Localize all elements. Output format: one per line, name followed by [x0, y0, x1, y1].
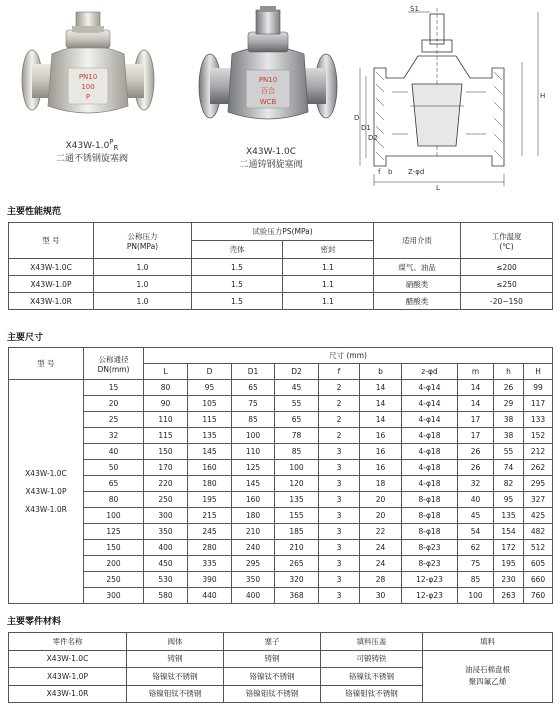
- dim-col-header: m: [458, 364, 494, 380]
- dim-cell: 110: [144, 412, 188, 428]
- table-row: [9, 476, 553, 492]
- dim-col-header: z-φd: [402, 364, 458, 380]
- dim-cell: 133: [524, 412, 553, 428]
- valve-plate-material-2: WCB: [259, 98, 277, 106]
- valve-plate-brand: 百合: [261, 87, 275, 95]
- dim-cell: 3: [319, 492, 360, 508]
- header-seal: 密封: [283, 241, 374, 259]
- dim-cell: 40: [84, 444, 144, 460]
- dim-cell: 180: [232, 508, 275, 524]
- dim-cell: 160: [232, 492, 275, 508]
- dim-cell: 605: [524, 556, 553, 572]
- left-valve-model-sup: P: [109, 138, 114, 146]
- dim-cell: 4-φ14: [402, 412, 458, 428]
- material-cell: 铬镍钛不锈钢: [224, 668, 321, 686]
- drawing-label-s1: S1: [410, 6, 419, 13]
- perf-cell: X43W-1.0P: [9, 276, 94, 293]
- table-row: [9, 588, 553, 604]
- dim-cell: 24: [360, 540, 402, 556]
- dim-cell: 180: [188, 476, 232, 492]
- dim-cell: 29: [494, 396, 524, 412]
- dim-cell: 14: [360, 396, 402, 412]
- dim-cell: 195: [494, 556, 524, 572]
- dim-cell: 212: [524, 444, 553, 460]
- cast-steel-plug-valve-image: [196, 6, 340, 132]
- performance-spec-table: [8, 222, 553, 310]
- dim-cell: 99: [524, 380, 553, 396]
- dim-cell: 220: [144, 476, 188, 492]
- table-row: [9, 556, 553, 572]
- perf-cell: -20~150: [461, 293, 553, 310]
- dim-cell: 125: [232, 460, 275, 476]
- dim-cell: 8-φ23: [402, 540, 458, 556]
- perf-cell: 醋酸类: [374, 293, 461, 310]
- dim-cell: 335: [188, 556, 232, 572]
- dim-cell: 170: [144, 460, 188, 476]
- drawing-label-b: b: [388, 168, 393, 176]
- drawing-label-d: D: [354, 114, 360, 122]
- dim-cell: 263: [494, 588, 524, 604]
- dim-cell: 38: [494, 428, 524, 444]
- dim-cell: 400: [232, 588, 275, 604]
- dim-cell: 45: [458, 508, 494, 524]
- dim-cell: 65: [84, 476, 144, 492]
- table-row: [9, 380, 553, 396]
- dim-cell: 4-φ14: [402, 380, 458, 396]
- dim-cell: 760: [524, 588, 553, 604]
- dim-cell: 55: [275, 396, 319, 412]
- dim-cell: 390: [188, 572, 232, 588]
- dim-cell: 295: [232, 556, 275, 572]
- dim-cell: 150: [144, 444, 188, 460]
- header-temp-unit: (℃): [499, 241, 514, 251]
- dim-cell: 20: [360, 508, 402, 524]
- perf-cell: ≤250: [461, 276, 553, 293]
- header-medium: 适用介质: [374, 223, 461, 259]
- dim-cell: 12-φ23: [402, 572, 458, 588]
- performance-spec-title: 主要性能规范: [7, 207, 62, 217]
- dim-cell: 8-φ18: [402, 492, 458, 508]
- dim-cell: 54: [458, 524, 494, 540]
- dim-cell: 295: [524, 476, 553, 492]
- material-cell: 铬镍钛不锈钢: [127, 668, 224, 686]
- middle-valve-model: X43W-1.0C: [246, 147, 296, 157]
- drawing-label-d2: D2: [368, 134, 378, 142]
- dim-col-header: b: [360, 364, 402, 380]
- dim-cell: 580: [144, 588, 188, 604]
- dim-cell: 18: [360, 476, 402, 492]
- material-cell: X43W-1.0R: [9, 685, 127, 703]
- dim-cell: 350: [144, 524, 188, 540]
- dim-cell: 150: [84, 540, 144, 556]
- dim-cell: 75: [232, 396, 275, 412]
- perf-cell: 1.0: [94, 293, 192, 310]
- dim-cell: 3: [319, 460, 360, 476]
- valve-plate-pn: PN10: [78, 73, 98, 81]
- dim-cell: 4-φ18: [402, 460, 458, 476]
- dim-header-dn: [84, 348, 144, 380]
- dim-cell: 250: [144, 492, 188, 508]
- dim-cell: 14: [458, 396, 494, 412]
- dim-cell: 14: [360, 380, 402, 396]
- dim-cell: 26: [494, 380, 524, 396]
- dim-cell: 120: [275, 476, 319, 492]
- dim-cell: 660: [524, 572, 553, 588]
- perf-cell: X43W-1.0C: [9, 259, 94, 276]
- table-row: [9, 650, 553, 668]
- dim-cell: 55: [494, 444, 524, 460]
- dim-col-header: H: [524, 364, 553, 380]
- packing-material: 油浸石棉盘根: [465, 665, 510, 675]
- dimensions-table: [8, 347, 553, 604]
- dim-col-header: D: [188, 364, 232, 380]
- dim-cell: 425: [524, 508, 553, 524]
- dim-col-header: h: [494, 364, 524, 380]
- dim-cell: 62: [458, 540, 494, 556]
- drawing-label-zd: Z-φd: [408, 168, 425, 176]
- dim-cell: 265: [275, 556, 319, 572]
- dim-cell: 262: [524, 460, 553, 476]
- material-header: 填料: [423, 633, 553, 651]
- dim-cell: 8-φ18: [402, 508, 458, 524]
- dim-header-dn-label: 公称通径: [98, 354, 129, 364]
- material-header: 塞子: [224, 633, 321, 651]
- dim-model-name: X43W-1.0P: [25, 486, 67, 496]
- dim-cell: 82: [494, 476, 524, 492]
- dim-col-header: L: [144, 364, 188, 380]
- dim-cell: 110: [232, 444, 275, 460]
- table-row: [9, 428, 553, 444]
- dim-cell: 135: [494, 508, 524, 524]
- dim-cell: 400: [144, 540, 188, 556]
- dim-cell: 200: [84, 556, 144, 572]
- dim-cell: 152: [524, 428, 553, 444]
- dim-cell: 65: [232, 380, 275, 396]
- perf-cell: 1.5: [192, 293, 283, 310]
- header-pn-unit: PN(MPa): [126, 241, 159, 251]
- table-row: [9, 508, 553, 524]
- header-pn: [94, 223, 192, 259]
- dim-cell: 26: [458, 460, 494, 476]
- material-cell: 铸钢: [127, 650, 224, 668]
- left-valve-model-sub: R: [113, 144, 119, 152]
- dim-cell: 240: [232, 540, 275, 556]
- dim-cell: 38: [494, 412, 524, 428]
- dim-cell: 85: [458, 572, 494, 588]
- dim-cell: 16: [360, 428, 402, 444]
- dim-cell: 4-φ14: [402, 396, 458, 412]
- dim-cell: 145: [232, 476, 275, 492]
- dim-cell: 20: [360, 492, 402, 508]
- table-row: [9, 396, 553, 412]
- table-row: [9, 276, 553, 293]
- dim-cell: 16: [360, 444, 402, 460]
- dim-cell: 75: [458, 556, 494, 572]
- table-row: [9, 259, 553, 276]
- dim-cell: 300: [84, 588, 144, 604]
- dim-cell: 3: [319, 508, 360, 524]
- dim-cell: 195: [188, 492, 232, 508]
- dim-cell: 4-φ18: [402, 428, 458, 444]
- packing-material: 聚四氟乙烯: [468, 677, 507, 687]
- dim-cell: 4-φ18: [402, 444, 458, 460]
- table-row: [9, 540, 553, 556]
- dim-cell: 172: [494, 540, 524, 556]
- dim-col-header: f: [319, 364, 360, 380]
- table-row: [9, 572, 553, 588]
- dim-cell: 215: [188, 508, 232, 524]
- dim-header-dims: 尺寸 (mm): [144, 348, 553, 364]
- dim-cell: 8-φ23: [402, 556, 458, 572]
- dim-cell: 530: [144, 572, 188, 588]
- table-row: [9, 293, 553, 310]
- dim-cell: 45: [275, 380, 319, 396]
- dim-cell: 2: [319, 396, 360, 412]
- dim-cell: 185: [275, 524, 319, 540]
- dim-cell: 320: [275, 572, 319, 588]
- dim-model-name: X43W-1.0C: [25, 468, 67, 478]
- dim-cell: 154: [494, 524, 524, 540]
- dim-cell: 2: [319, 380, 360, 396]
- table-row: [9, 412, 553, 428]
- dim-cell: 245: [188, 524, 232, 540]
- material-header: 填料压盖: [321, 633, 423, 651]
- perf-cell: 1.0: [94, 276, 192, 293]
- stainless-plug-valve-image: [18, 8, 158, 126]
- perf-cell: 煤气、油品: [374, 259, 461, 276]
- dim-model-cell: [9, 380, 84, 604]
- left-valve-name: 二通不锈钢旋塞阀: [55, 154, 128, 164]
- dim-cell: 2: [319, 412, 360, 428]
- dim-cell: 135: [188, 428, 232, 444]
- dim-cell: 22: [360, 524, 402, 540]
- perf-cell: 1.5: [192, 259, 283, 276]
- dim-cell: 85: [275, 444, 319, 460]
- table-row: [9, 492, 553, 508]
- header-temp-label: 工作温度: [491, 231, 522, 241]
- dim-cell: 280: [188, 540, 232, 556]
- dim-cell: 30: [360, 588, 402, 604]
- material-cell: 铬镍钼钛不锈钢: [321, 685, 423, 703]
- dim-cell: 65: [275, 412, 319, 428]
- dim-cell: 50: [84, 460, 144, 476]
- material-cell: 铬镍钛不锈钢: [321, 668, 423, 686]
- dim-cell: 32: [458, 476, 494, 492]
- dim-col-header: D2: [275, 364, 319, 380]
- product-images: [0, 0, 560, 192]
- dim-col-header: D1: [232, 364, 275, 380]
- dim-cell: 3: [319, 556, 360, 572]
- dim-cell: 115: [144, 428, 188, 444]
- perf-cell: 1.0: [94, 259, 192, 276]
- dim-cell: 210: [275, 540, 319, 556]
- header-shell: 壳体: [192, 241, 283, 259]
- dim-cell: 78: [275, 428, 319, 444]
- dim-cell: 3: [319, 572, 360, 588]
- dim-header-model: 型 号: [9, 348, 84, 380]
- dimensions-title: 主要尺寸: [7, 333, 44, 343]
- perf-cell: ≤200: [461, 259, 553, 276]
- dim-cell: 32: [84, 428, 144, 444]
- dim-cell: 327: [524, 492, 553, 508]
- dim-cell: 12-φ23: [402, 588, 458, 604]
- header-model: 型 号: [9, 223, 94, 259]
- dim-cell: 450: [144, 556, 188, 572]
- dim-cell: 135: [275, 492, 319, 508]
- dim-cell: 17: [458, 412, 494, 428]
- dim-cell: 117: [524, 396, 553, 412]
- dim-cell: 100: [458, 588, 494, 604]
- dim-cell: 4-φ18: [402, 476, 458, 492]
- dim-cell: 85: [232, 412, 275, 428]
- perf-cell: X43W-1.0R: [9, 293, 94, 310]
- dim-cell: 8-φ18: [402, 524, 458, 540]
- dim-cell: 512: [524, 540, 553, 556]
- dim-cell: 74: [494, 460, 524, 476]
- dim-cell: 300: [144, 508, 188, 524]
- valve-section-drawing: [352, 6, 552, 192]
- dim-cell: 368: [275, 588, 319, 604]
- dim-cell: 230: [494, 572, 524, 588]
- material-cell: 铬镍钼钛不锈钢: [224, 685, 321, 703]
- dim-cell: 3: [319, 540, 360, 556]
- dim-cell: 95: [188, 380, 232, 396]
- header-temp: [461, 223, 553, 259]
- dim-cell: 80: [144, 380, 188, 396]
- materials-table: [8, 632, 553, 703]
- dim-cell: 125: [84, 524, 144, 540]
- dim-cell: 3: [319, 444, 360, 460]
- valve-plate-pn-2: PN10: [258, 76, 278, 84]
- perf-cell: 1.5: [192, 276, 283, 293]
- dim-cell: 40: [458, 492, 494, 508]
- dim-cell: 350: [232, 572, 275, 588]
- dim-cell: 482: [524, 524, 553, 540]
- material-cell: 铬镍钼钛不锈钢: [127, 685, 224, 703]
- dim-cell: 100: [275, 460, 319, 476]
- dim-cell: 105: [188, 396, 232, 412]
- table-row: [9, 524, 553, 540]
- dim-cell: 155: [275, 508, 319, 524]
- perf-cell: 1.1: [283, 276, 374, 293]
- perf-cell: 1.1: [283, 259, 374, 276]
- dim-cell: 90: [144, 396, 188, 412]
- middle-valve-caption: [206, 146, 336, 172]
- dim-cell: 95: [494, 492, 524, 508]
- dim-cell: 210: [232, 524, 275, 540]
- left-valve-model: X43W-1.0: [65, 141, 110, 151]
- valve-plate-material: P: [85, 93, 91, 101]
- materials-title: 主要零件材料: [7, 617, 62, 627]
- perf-cell: 1.1: [283, 293, 374, 310]
- header-pn-label: 公称压力: [127, 231, 158, 241]
- dim-cell: 28: [360, 572, 402, 588]
- middle-valve-name: 二通铸钢旋塞阀: [239, 160, 303, 170]
- dim-cell: 80: [84, 492, 144, 508]
- dim-cell: 145: [188, 444, 232, 460]
- perf-cell: 硝酸类: [374, 276, 461, 293]
- dim-cell: 3: [319, 476, 360, 492]
- material-cell: X43W-1.0P: [9, 668, 127, 686]
- dim-cell: 16: [360, 460, 402, 476]
- dim-cell: 100: [232, 428, 275, 444]
- drawing-label-f: f: [378, 168, 381, 176]
- dim-cell: 3: [319, 524, 360, 540]
- dim-cell: 24: [360, 556, 402, 572]
- dim-cell: 160: [188, 460, 232, 476]
- drawing-label-d1: D1: [361, 124, 371, 132]
- dim-cell: 3: [319, 588, 360, 604]
- dim-cell: 100: [84, 508, 144, 524]
- dim-cell: 26: [458, 444, 494, 460]
- dim-cell: 20: [84, 396, 144, 412]
- drawing-label-h: H: [540, 92, 546, 100]
- table-row: [9, 444, 553, 460]
- dim-cell: 15: [84, 380, 144, 396]
- dim-cell: 14: [360, 412, 402, 428]
- material-cell: X43W-1.0C: [9, 650, 127, 668]
- packing-cell: [423, 650, 553, 703]
- dim-model-name: X43W-1.0R: [25, 504, 67, 514]
- dim-cell: 25: [84, 412, 144, 428]
- dim-cell: 14: [458, 380, 494, 396]
- drawing-label-l: L: [436, 184, 440, 192]
- dim-header-dn-unit: DN(mm): [97, 364, 130, 374]
- material-cell: 可锻铸铁: [321, 650, 423, 668]
- dim-cell: 115: [188, 412, 232, 428]
- dim-cell: 440: [188, 588, 232, 604]
- left-valve-caption: [22, 140, 162, 166]
- valve-plate-size: 100: [81, 83, 95, 91]
- dim-cell: 17: [458, 428, 494, 444]
- dim-cell: 2: [319, 428, 360, 444]
- material-header: 阀体: [127, 633, 224, 651]
- material-cell: 铸钢: [224, 650, 321, 668]
- dim-cell: 250: [84, 572, 144, 588]
- table-row: [9, 460, 553, 476]
- header-test-pressure: 试验压力PS(MPa): [192, 223, 374, 241]
- material-header: 零件名称: [9, 633, 127, 651]
